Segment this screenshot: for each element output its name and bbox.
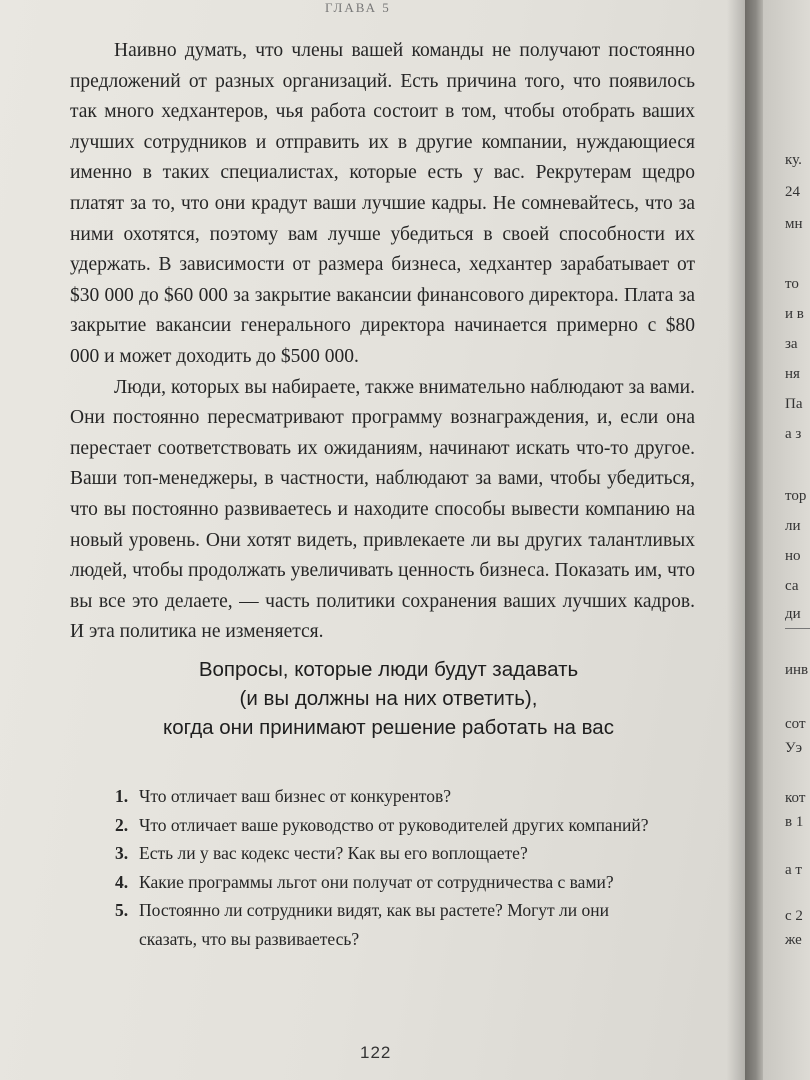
fragment: ку. xyxy=(785,152,802,168)
fragment: а т xyxy=(785,862,802,878)
item-text: Что отличает ваше руководство от руководителей других компаний? xyxy=(139,814,649,835)
item-number: 5. xyxy=(115,900,129,920)
fragment: Уэ xyxy=(785,740,803,756)
fragment: инв xyxy=(785,662,809,678)
list-item xyxy=(115,782,670,811)
item-number: 1. xyxy=(115,786,129,806)
item-text: Постоянно ли сотрудники видят, как вы растете? Могут ли они сказать, что вы развиваетесь? xyxy=(139,900,609,949)
heading-line-2: (и вы должны на них ответить), xyxy=(239,687,538,710)
fragment: ня xyxy=(785,366,800,382)
section-heading xyxy=(96,655,681,742)
list-item xyxy=(115,839,670,868)
list-item xyxy=(115,811,670,840)
fragment: но xyxy=(785,548,801,564)
item-text: Есть ли у вас кодекс чести? Как вы его воплощаете? xyxy=(139,843,528,863)
paragraph-1: Наивно думать, что члены вашей команды не получают постоянно предложений от разных организаций. Есть причина того, что появилось так много хедхантеров, чья работа состоит в том, чтобы отобрать ваших лучших сотрудников и отправить их в другие компании, нуждающиеся именно в таких специалистах, которые есть у вас. Рекрутерам щедро платят за то, что они крадут ваши лучшие кадры. Не сомневайтесь, что за ними охотятся, поэтому вам лучше убедиться в своей способности их удержать. В зависимости от размера бизнеса, хедхантер зарабатывает от $30 000 до $60 000 за закрытие вакансии финансового директора. Плата за закрытие вакансии генерального директора начинается примерно с $80 000 и может доходить до $500 000. xyxy=(70,40,695,367)
fragment: а з xyxy=(785,426,802,442)
fragment: же xyxy=(785,932,802,948)
paragraph-2: Люди, которых вы набираете, также внимательно наблюдают за вами. Они постоянно пересматривают программу вознаграждения, и, если она перестает соответствовать их ожиданиям, начинают искать что-то другое. Ваши топ-менеджеры, в частности, наблюдают за вами, чтобы убедиться, что вы постоянно развиваетесь и находите способы вывести компанию на новый уровень. Они хотят видеть, привлекаете ли вы других талантливых людей, чтобы продолжать увеличивать ценность бизнеса. Показать им, что вы все это делаете, — часть политики сохранения ваших лучших кадров. И эта политика не изменяется. xyxy=(70,376,695,643)
heading-line-3: когда они принимают решение работать на вас xyxy=(163,716,614,739)
item-text: Что отличает ваш бизнес от конкурентов? xyxy=(139,786,452,806)
fragment: ли xyxy=(785,518,801,534)
fragment: и в xyxy=(785,306,804,322)
list-item xyxy=(115,868,670,897)
body-text xyxy=(70,36,695,648)
fragment: в 1 xyxy=(785,814,804,830)
heading-line-1: Вопросы, которые люди будут задавать xyxy=(198,658,579,681)
fragment: са xyxy=(785,578,799,594)
running-head: ГЛАВА 5 xyxy=(325,0,391,15)
fragment: кот xyxy=(785,790,806,806)
footnote-rule xyxy=(785,628,810,629)
questions-list xyxy=(115,782,670,953)
page-number: 122 xyxy=(360,1043,392,1062)
list-item xyxy=(115,896,670,953)
fragment: ди xyxy=(785,606,801,622)
fragment: то xyxy=(785,276,799,292)
item-number: 3. xyxy=(115,843,129,863)
fragment: 24 xyxy=(785,184,800,200)
fragment: Па xyxy=(785,396,803,412)
item-text: Какие программы льгот они получат от сотрудничества с вами? xyxy=(139,871,614,892)
item-number: 2. xyxy=(115,814,129,835)
fragment: сот xyxy=(785,716,806,732)
adjacent-page xyxy=(763,0,810,1080)
fragment: мн xyxy=(785,216,803,232)
fragment: с 2 xyxy=(785,908,803,924)
fragment: тор xyxy=(785,488,807,504)
book-gutter xyxy=(745,0,763,1080)
item-number: 4. xyxy=(115,871,129,892)
fragment: за xyxy=(785,336,798,352)
